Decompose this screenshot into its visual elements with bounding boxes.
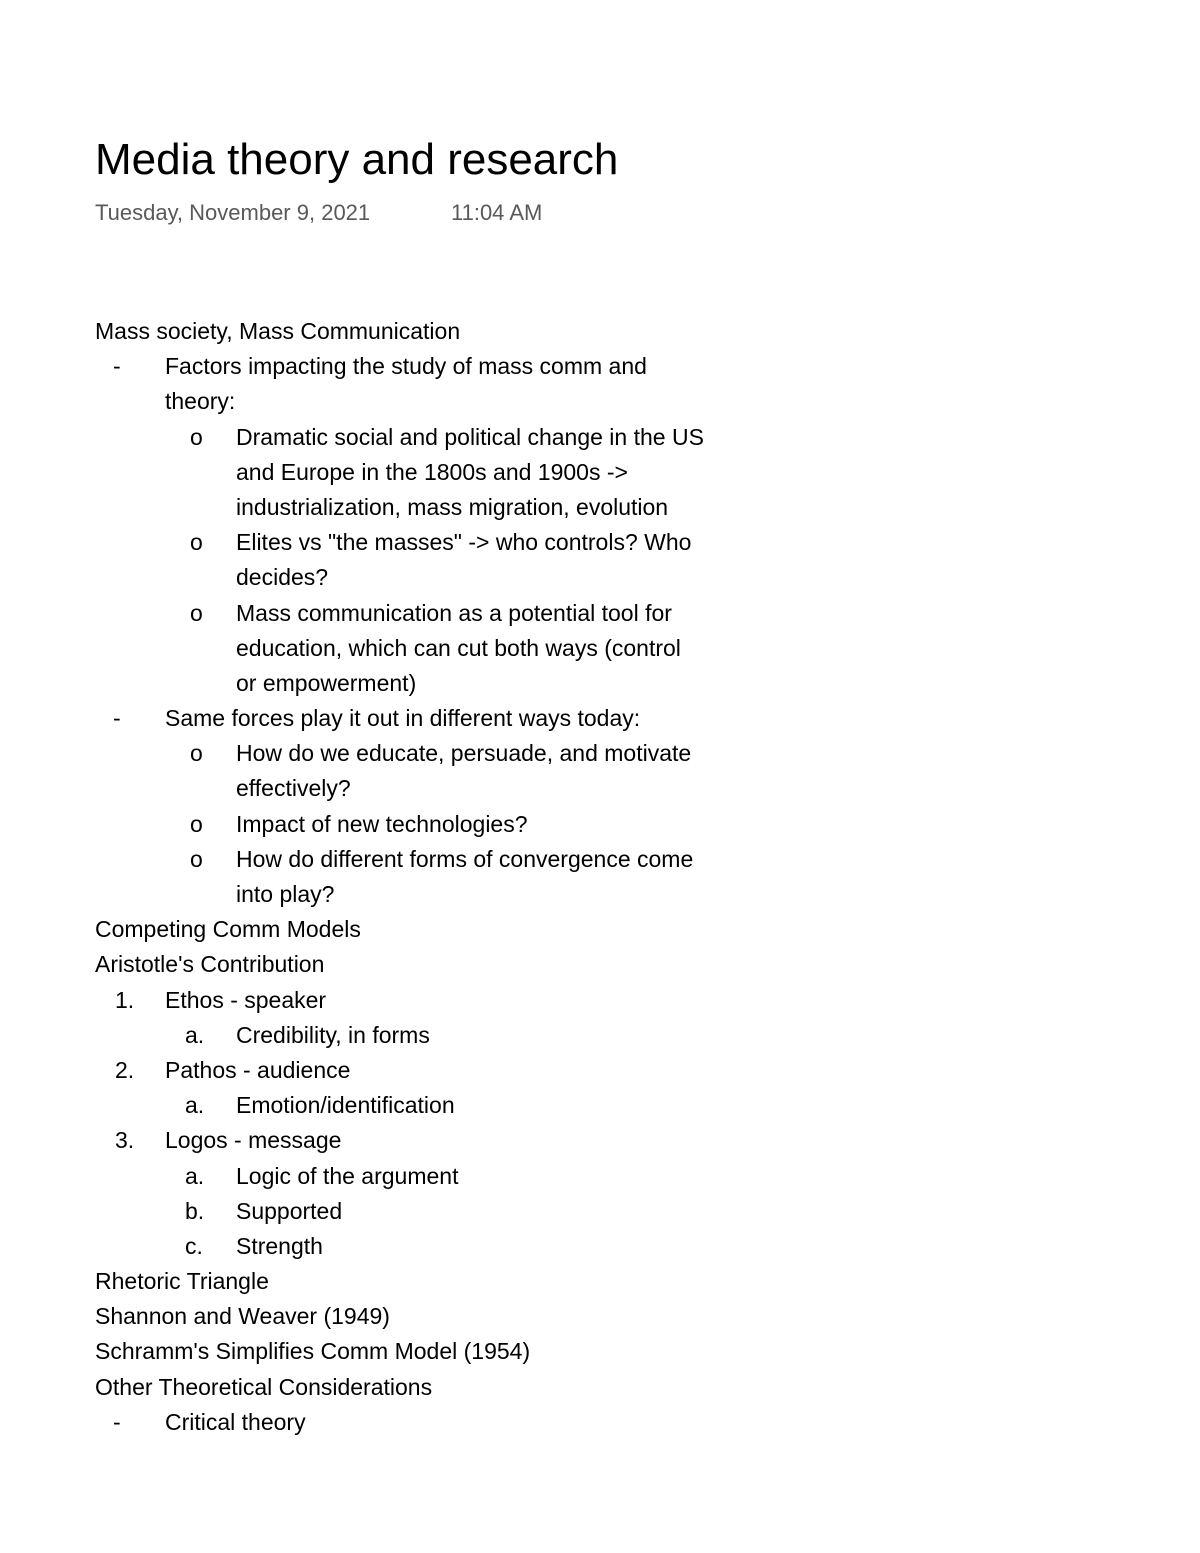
list-item-continuation [95,877,795,912]
list-item-text: Logos - message [165,1127,342,1154]
heading-text: Mass society, Mass Communication [95,318,461,344]
list-item-text: How do different forms of convergence come [236,845,694,872]
list-item-text: Critical theory [165,1408,306,1435]
list-item [95,525,795,560]
page-time: 11:04 AM [451,200,543,225]
list-item-text: education, which can cut both ways (control [236,634,681,661]
letter-marker: a. [185,1021,205,1048]
page-date: Tuesday, November 9, 2021 [95,200,371,225]
list-item-text: Pathos - audience [165,1056,351,1083]
heading-other-considerations [95,1370,795,1405]
heading-schramm [95,1334,795,1369]
circle-bullet: o [190,810,203,837]
heading-text: Rhetoric Triangle [95,1268,269,1295]
heading-competing-models [95,912,795,947]
lettered-item [95,1088,795,1123]
list-item-text: into play? [236,881,335,907]
heading-text: Aristotle's Contribution [95,951,325,978]
numbered-item [95,1123,795,1158]
list-item-text: Dramatic social and political change in the US [236,423,704,450]
heading-text: Other Theoretical Considerations [95,1373,433,1400]
list-item [95,701,795,736]
list-item-continuation [95,490,795,525]
list-item [95,1405,795,1440]
lettered-item [95,1018,795,1053]
list-item [95,420,795,455]
list-item [95,842,795,877]
list-item-continuation [95,560,795,595]
list-item-text: Mass communication as a potential tool for [236,599,672,626]
heading-text: Competing Comm Models [95,916,361,943]
list-item-text: effectively? [236,775,351,802]
heading-aristotle [95,947,795,982]
list-item-continuation [95,771,795,806]
list-item-text: How do we educate, persuade, and motivate [236,740,692,767]
list-item [95,596,795,631]
letter-marker: a. [185,1092,205,1119]
list-item-text: Ethos - speaker [165,986,327,1013]
lettered-item [95,1194,795,1229]
list-item-text: Strength [236,1232,323,1259]
list-item-text: theory: [165,388,236,415]
list-item-continuation [95,455,795,490]
numbered-item [95,983,795,1018]
list-item-text: Same forces play it out in different ways today: [165,705,641,732]
list-item-text: and Europe in the 1800s and 1900s -> [236,458,628,485]
list-item-continuation [95,631,795,666]
number-marker: 2. [115,1056,135,1083]
list-item-text: industrialization, mass migration, evolution [236,493,669,520]
list-item-text: or empowerment) [236,669,417,696]
number-marker: 3. [115,1127,135,1154]
page-timestamp [95,198,543,228]
list-item-text: Elites vs "the masses" -> who controls? Who [236,529,692,556]
heading-text: Schramm's Simplifies Comm Model (1954) [95,1338,531,1365]
heading-rhetoric-triangle [95,1264,795,1299]
list-item-continuation [95,384,795,419]
lettered-item [95,1159,795,1194]
heading-shannon-weaver [95,1299,795,1334]
heading-text: Shannon and Weaver (1949) [95,1303,390,1330]
circle-bullet: o [190,529,203,556]
note-body [95,314,795,1440]
list-item-text: Logic of the argument [236,1162,459,1189]
dash-bullet: - [113,353,121,380]
list-item [95,807,795,842]
list-item-text: Credibility, in forms [236,1021,430,1048]
letter-marker: a. [185,1162,205,1189]
list-item-continuation [95,666,795,701]
circle-bullet: o [190,423,203,450]
number-marker: 1. [115,986,135,1013]
list-item [95,736,795,771]
list-item-text: Factors impacting the study of mass comm and [165,353,647,380]
circle-bullet: o [190,845,203,872]
lettered-item [95,1229,795,1264]
list-item [95,349,795,384]
letter-marker: b. [185,1197,205,1224]
numbered-item [95,1053,795,1088]
page-title: Media theory and research [95,135,619,184]
circle-bullet: o [190,740,203,767]
list-item-text: Emotion/identification [236,1092,455,1119]
dash-bullet: - [113,705,121,732]
dash-bullet: - [113,1408,121,1435]
circle-bullet: o [190,599,203,626]
list-item-text: decides? [236,564,329,591]
list-item-text: Supported [236,1197,343,1224]
heading-mass-society [95,314,795,349]
letter-marker: c. [185,1232,203,1259]
list-item-text: Impact of new technologies? [236,810,528,837]
